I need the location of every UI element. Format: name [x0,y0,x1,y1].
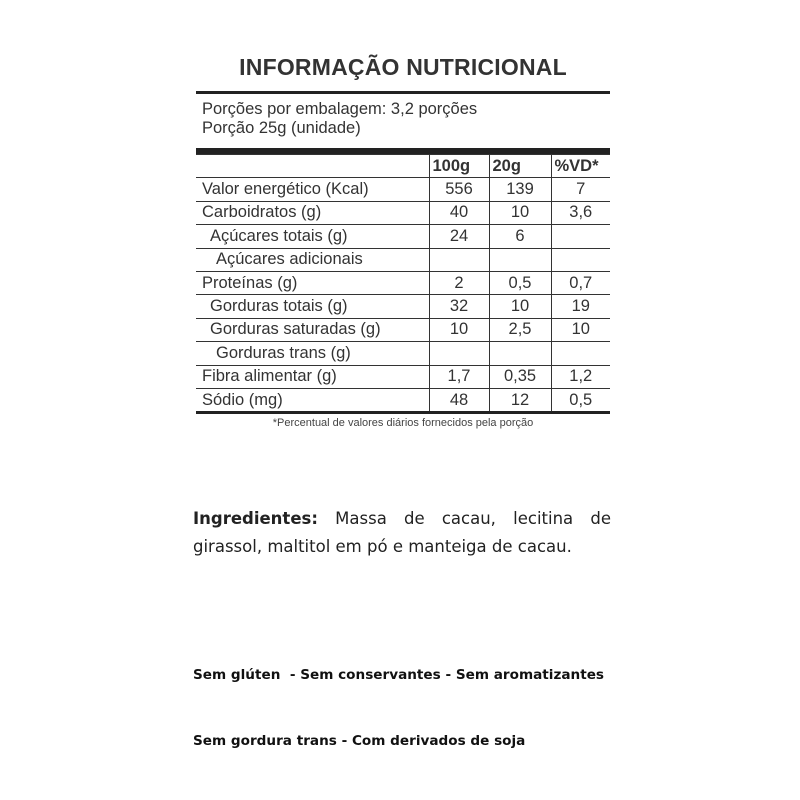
value-vd: 0,7 [551,271,610,294]
column-header-20g: 20g [489,155,551,178]
table-header-row [196,155,610,178]
column-header-vd: %VD* [551,155,610,178]
ingredients-text: Massa de cacau, lecitina de girassol, maltitol em pó e manteiga de cacau. [193,509,611,556]
value-vd: 7 [551,178,610,201]
value-vd [551,248,610,271]
value-20g: 10 [489,295,551,318]
value-100g: 32 [429,295,489,318]
nutrition-table [196,154,610,414]
nutrient-name: Açúcares adicionais [196,248,429,271]
nutrition-title: INFORMAÇÃO NUTRICIONAL [239,54,567,80]
value-100g: 40 [429,201,489,224]
claims-line-1: Sem glúten - Sem conservantes - Sem aromatizantes [193,667,605,683]
column-header-100g: 100g [429,155,489,178]
value-20g: 2,5 [489,318,551,341]
servings-per-package: Porções por embalagem: 3,2 porções [202,100,478,118]
value-100g: 10 [429,318,489,341]
nutrient-name: Sódio (mg) [196,388,429,412]
table-row [196,342,610,365]
value-20g: 139 [489,178,551,201]
value-100g: 48 [429,388,489,412]
table-row [196,388,610,412]
table-row [196,225,610,248]
value-100g: 2 [429,271,489,294]
table-row [196,271,610,294]
claims-line-2: Sem gordura trans - Com derivados de soja [193,733,526,749]
value-vd: 10 [551,318,610,341]
nutrient-name: Gorduras trans (g) [196,342,429,365]
table-row [196,248,610,271]
value-20g: 0,5 [489,271,551,294]
value-20g: 6 [489,225,551,248]
nutrient-name: Fibra alimentar (g) [196,365,429,388]
nutrient-name: Açúcares totais (g) [196,225,429,248]
value-100g: 24 [429,225,489,248]
nutrient-name: Carboidratos (g) [196,201,429,224]
nutrient-name: Valor energético (Kcal) [196,178,429,201]
claims-block [193,620,623,774]
portions-block [202,100,477,138]
value-vd: 0,5 [551,388,610,412]
table-row [196,295,610,318]
ingredients-paragraph [193,505,611,561]
value-vd [551,225,610,248]
value-100g: 556 [429,178,489,201]
title-rule [196,91,610,94]
value-100g: 1,7 [429,365,489,388]
serving-size: Porção 25g (unidade) [202,119,361,137]
value-vd: 1,2 [551,365,610,388]
nutrient-name: Gorduras totais (g) [196,295,429,318]
value-20g: 12 [489,388,551,412]
column-header-nutrient [196,155,429,178]
table-row [196,318,610,341]
value-vd: 3,6 [551,201,610,224]
value-100g [429,342,489,365]
value-20g: 10 [489,201,551,224]
value-vd [551,342,610,365]
table-row [196,201,610,224]
table-row [196,365,610,388]
value-20g: 0,35 [489,365,551,388]
value-20g [489,248,551,271]
value-vd: 19 [551,295,610,318]
value-20g [489,342,551,365]
nutrient-name: Gorduras saturadas (g) [196,318,429,341]
table-footnote: *Percentual de valores diários fornecidos pela porção [272,417,534,429]
table-row [196,178,610,201]
ingredients-label: Ingredientes: [193,509,318,528]
nutrient-name: Proteínas (g) [196,271,429,294]
value-100g [429,248,489,271]
